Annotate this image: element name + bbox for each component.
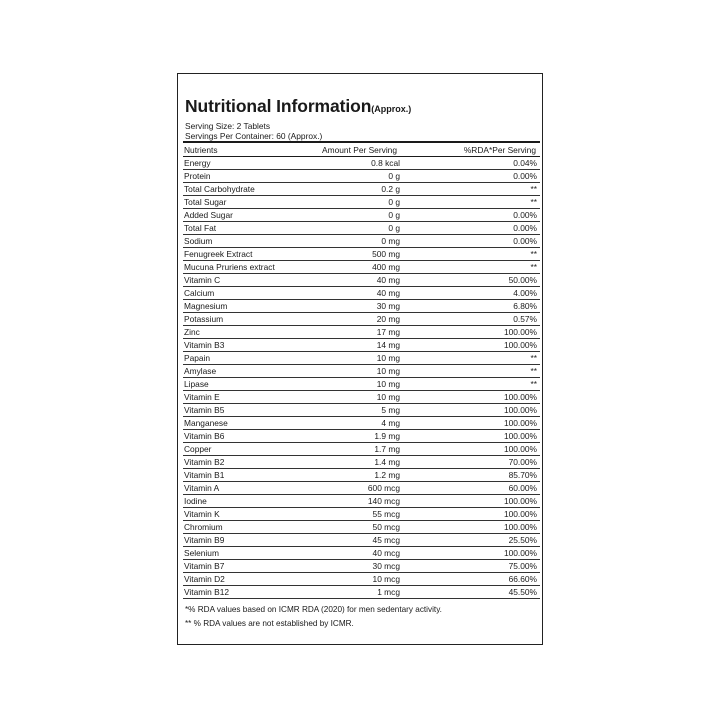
rda-per-serving: 100.00% — [503, 508, 537, 519]
table-row — [183, 196, 540, 209]
footnote-rda-basis: *% RDA values based on ICMR RDA (2020) for men sedentary activity. — [185, 605, 442, 614]
amount-per-serving: 0 g — [388, 222, 400, 233]
nutrient-name: Protein — [184, 170, 211, 181]
rda-per-serving: 50.00% — [508, 274, 537, 285]
nutrient-name: Potassium — [184, 313, 224, 324]
nutrient-name: Vitamin B7 — [184, 560, 225, 571]
rda-per-serving: ** — [530, 261, 537, 272]
rda-per-serving: 100.00% — [503, 521, 537, 532]
amount-per-serving: 1.9 mg — [374, 430, 400, 441]
nutrient-name: Iodine — [184, 495, 207, 506]
nutrient-name: Calcium — [184, 287, 215, 298]
amount-per-serving: 30 mcg — [372, 560, 400, 571]
rda-per-serving: 85.70% — [508, 469, 537, 480]
rda-per-serving: ** — [530, 378, 537, 389]
amount-per-serving: 40 mg — [376, 287, 400, 298]
nutrient-name: Papain — [184, 352, 211, 363]
amount-per-serving: 0.8 kcal — [371, 157, 400, 168]
table-row — [183, 378, 540, 391]
rda-per-serving: 0.57% — [513, 313, 537, 324]
nutrient-name: Copper — [184, 443, 212, 454]
amount-per-serving: 40 mg — [376, 274, 400, 285]
table-row — [183, 183, 540, 196]
table-row — [183, 261, 540, 274]
table-row — [183, 560, 540, 573]
nutrient-name: Vitamin B1 — [184, 469, 225, 480]
table-row — [183, 443, 540, 456]
nutrient-name: Added Sugar — [184, 209, 233, 220]
rda-per-serving: 100.00% — [503, 495, 537, 506]
table-row — [183, 404, 540, 417]
rda-per-serving: 100.00% — [503, 417, 537, 428]
table-row — [183, 352, 540, 365]
nutrient-name: Vitamin B3 — [184, 339, 225, 350]
table-row — [183, 469, 540, 482]
rda-per-serving: 0.00% — [513, 235, 537, 246]
amount-per-serving: 50 mcg — [372, 521, 400, 532]
rda-per-serving: 100.00% — [503, 391, 537, 402]
nutrient-name: Lipase — [184, 378, 209, 389]
amount-per-serving: 4 mg — [381, 417, 400, 428]
footnote-not-established: ** % RDA values are not established by ICMR. — [185, 619, 354, 628]
nutrient-name: Mucuna Pruriens extract — [184, 261, 275, 272]
table-row — [183, 391, 540, 404]
header-rda: %RDA*Per Serving — [463, 144, 536, 155]
nutrient-name: Total Fat — [184, 222, 217, 233]
table-row — [183, 573, 540, 586]
nutrient-name: Magnesium — [184, 300, 228, 311]
amount-per-serving: 600 mcg — [367, 482, 400, 493]
amount-per-serving: 17 mg — [376, 326, 400, 337]
amount-per-serving: 0.2 g — [381, 183, 400, 194]
table-row — [183, 313, 540, 326]
rda-per-serving: 100.00% — [503, 404, 537, 415]
amount-per-serving: 1.4 mg — [374, 456, 400, 467]
nutrient-name: Selenium — [184, 547, 219, 558]
nutrient-name: Manganese — [184, 417, 228, 428]
table-row — [183, 495, 540, 508]
table-row — [183, 547, 540, 560]
table-row — [183, 222, 540, 235]
nutrient-name: Vitamin B9 — [184, 534, 225, 545]
amount-per-serving: 140 mcg — [367, 495, 400, 506]
table-row — [183, 287, 540, 300]
rda-per-serving: 100.00% — [503, 443, 537, 454]
rda-per-serving: 66.60% — [508, 573, 537, 584]
table-row — [183, 209, 540, 222]
table-row — [183, 248, 540, 261]
table-row — [183, 482, 540, 495]
nutrition-label-panel — [177, 73, 543, 645]
nutrient-name: Vitamin D2 — [184, 573, 225, 584]
rda-per-serving: 100.00% — [503, 326, 537, 337]
nutrient-name: Vitamin B2 — [184, 456, 225, 467]
amount-per-serving: 10 mg — [376, 378, 400, 389]
amount-per-serving: 1.7 mg — [374, 443, 400, 454]
table-row — [183, 300, 540, 313]
table-row — [183, 365, 540, 378]
table-row — [183, 534, 540, 547]
nutrients-table — [183, 141, 540, 599]
table-row — [183, 521, 540, 534]
table-row — [183, 235, 540, 248]
rda-per-serving: 0.00% — [513, 222, 537, 233]
rda-per-serving: 70.00% — [508, 456, 537, 467]
rda-per-serving: ** — [530, 196, 537, 207]
nutrient-name: Vitamin B6 — [184, 430, 225, 441]
rda-per-serving: 100.00% — [503, 547, 537, 558]
nutrient-name: Amylase — [184, 365, 217, 376]
rda-per-serving: 4.00% — [513, 287, 537, 298]
table-row — [183, 339, 540, 352]
table-row — [183, 157, 540, 170]
nutrient-name: Chromium — [184, 521, 223, 532]
page-title: Nutritional Information — [185, 96, 372, 116]
amount-per-serving: 10 mg — [376, 352, 400, 363]
amount-per-serving: 10 mg — [376, 365, 400, 376]
amount-per-serving: 0 g — [388, 196, 400, 207]
table-row — [183, 326, 540, 339]
amount-per-serving: 30 mg — [376, 300, 400, 311]
rda-per-serving: 60.00% — [508, 482, 537, 493]
nutrient-name: Energy — [184, 157, 211, 168]
nutrient-name: Vitamin B5 — [184, 404, 225, 415]
rda-per-serving: ** — [530, 183, 537, 194]
servings-per-container: Servings Per Container: 60 (Approx.) — [185, 131, 323, 141]
rda-per-serving: 75.00% — [508, 560, 537, 571]
amount-per-serving: 20 mg — [376, 313, 400, 324]
amount-per-serving: 0 g — [388, 170, 400, 181]
amount-per-serving: 1 mcg — [377, 586, 400, 597]
rda-per-serving: ** — [530, 365, 537, 376]
rda-per-serving: ** — [530, 352, 537, 363]
amount-per-serving: 0 g — [388, 209, 400, 220]
nutrient-name: Sodium — [184, 235, 213, 246]
rda-per-serving: 0.00% — [513, 170, 537, 181]
amount-per-serving: 40 mcg — [372, 547, 400, 558]
table-header — [183, 141, 540, 157]
amount-per-serving: 10 mg — [376, 391, 400, 402]
rda-per-serving: 0.00% — [513, 209, 537, 220]
nutrient-name: Zinc — [184, 326, 200, 337]
amount-per-serving: 5 mg — [381, 404, 400, 415]
nutrient-name: Total Sugar — [184, 196, 227, 207]
amount-per-serving: 14 mg — [376, 339, 400, 350]
nutrient-name: Vitamin K — [184, 508, 220, 519]
rda-per-serving: ** — [530, 248, 537, 259]
amount-per-serving: 1.2 mg — [374, 469, 400, 480]
table-body — [183, 157, 540, 599]
amount-per-serving: 500 mg — [372, 248, 400, 259]
rda-per-serving: 100.00% — [503, 339, 537, 350]
nutrient-name: Total Carbohydrate — [184, 183, 255, 194]
table-row — [183, 508, 540, 521]
amount-per-serving: 0 mg — [381, 235, 400, 246]
amount-per-serving: 45 mcg — [372, 534, 400, 545]
nutrient-name: Vitamin B12 — [184, 586, 230, 597]
nutrient-name: Vitamin E — [184, 391, 220, 402]
table-row — [183, 274, 540, 287]
title-row — [185, 96, 411, 117]
nutrient-name: Vitamin C — [184, 274, 221, 285]
rda-per-serving: 25.50% — [508, 534, 537, 545]
serving-size: Serving Size: 2 Tablets — [185, 121, 271, 131]
amount-per-serving: 10 mcg — [372, 573, 400, 584]
amount-per-serving: 400 mg — [372, 261, 400, 272]
title-suffix: (Approx.) — [371, 104, 412, 114]
header-nutrients: Nutrients — [184, 144, 218, 155]
table-row — [183, 417, 540, 430]
nutrient-name: Vitamin A — [184, 482, 220, 493]
table-row — [183, 456, 540, 469]
nutrient-name: Fenugreek Extract — [184, 248, 253, 259]
rda-per-serving: 100.00% — [503, 430, 537, 441]
rda-per-serving: 45.50% — [508, 586, 537, 597]
table-row — [183, 170, 540, 183]
table-row — [183, 430, 540, 443]
rda-per-serving: 0.04% — [513, 157, 537, 168]
table-row — [183, 586, 540, 599]
header-amount: Amount Per Serving — [322, 144, 397, 155]
amount-per-serving: 55 mcg — [372, 508, 400, 519]
rda-per-serving: 6.80% — [513, 300, 537, 311]
